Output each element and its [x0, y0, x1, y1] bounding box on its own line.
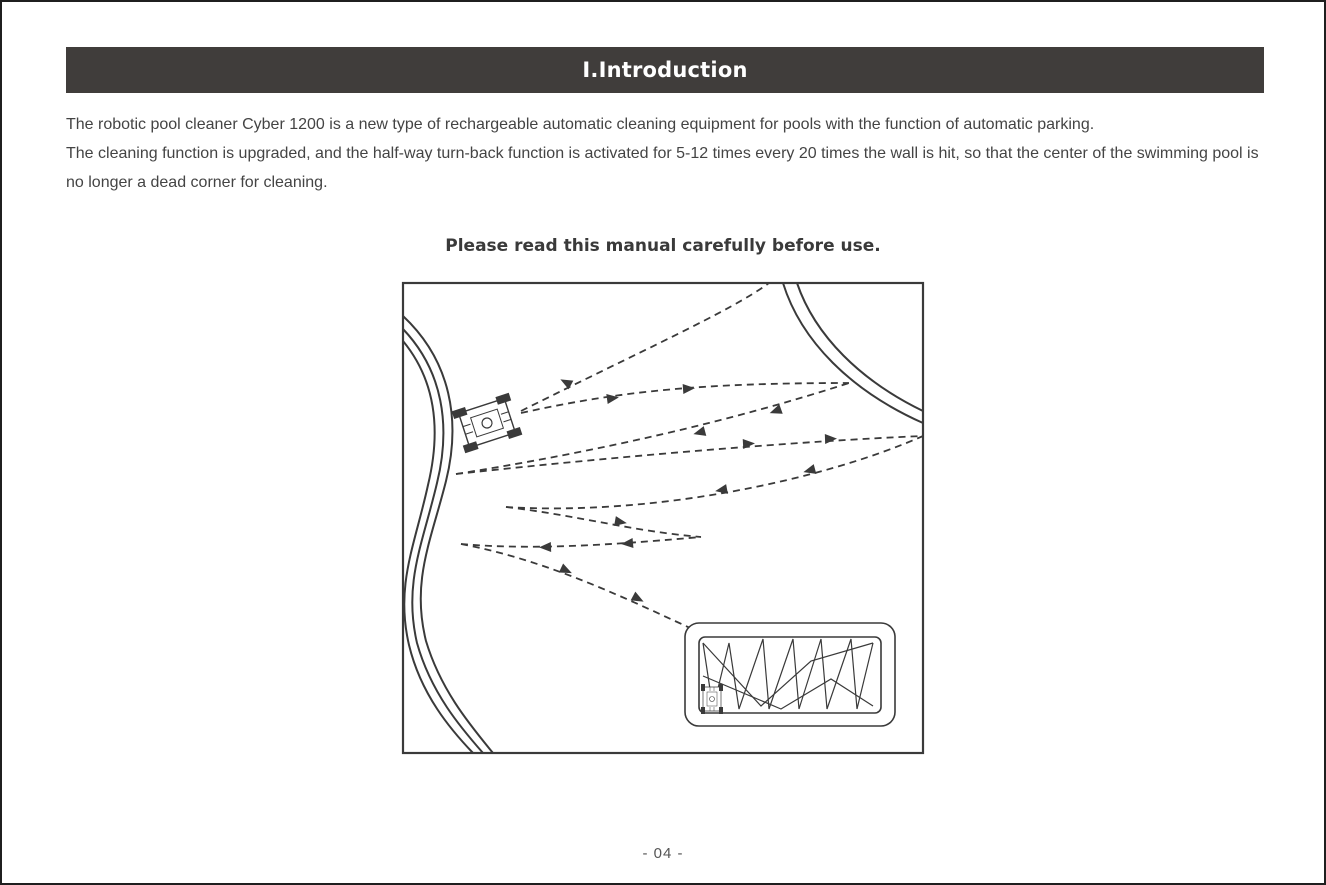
cleaning-path-diagram: [401, 281, 925, 755]
intro-paragraph-1: The robotic pool cleaner Cyber 1200 is a new type of rechargeable automatic cleaning equipment for pools with the function of automatic parking.: [66, 116, 1095, 133]
cleaning-paths: [456, 283, 923, 633]
section-header: [66, 47, 1264, 93]
pool-cleaner-robot-icon: [452, 393, 523, 453]
left-pool-wall: [403, 316, 493, 753]
parked-robot-icon: [701, 684, 723, 714]
section-title: I.Introduction: [582, 58, 748, 82]
direction-arrow-icon: [539, 375, 837, 606]
read-manual-notice: Please read this manual carefully before use.: [445, 236, 881, 256]
right-pool-wall: [783, 283, 923, 423]
page-number: - 04 -: [642, 845, 684, 862]
intro-text: [66, 110, 1266, 197]
intro-paragraph-2: The cleaning function is upgraded, and the half-way turn-back function is activated for 5-12 times every 20 times the wall is hit, so that the center of the swimming pool is no longer a dead corner for cleaning.: [66, 145, 1259, 191]
